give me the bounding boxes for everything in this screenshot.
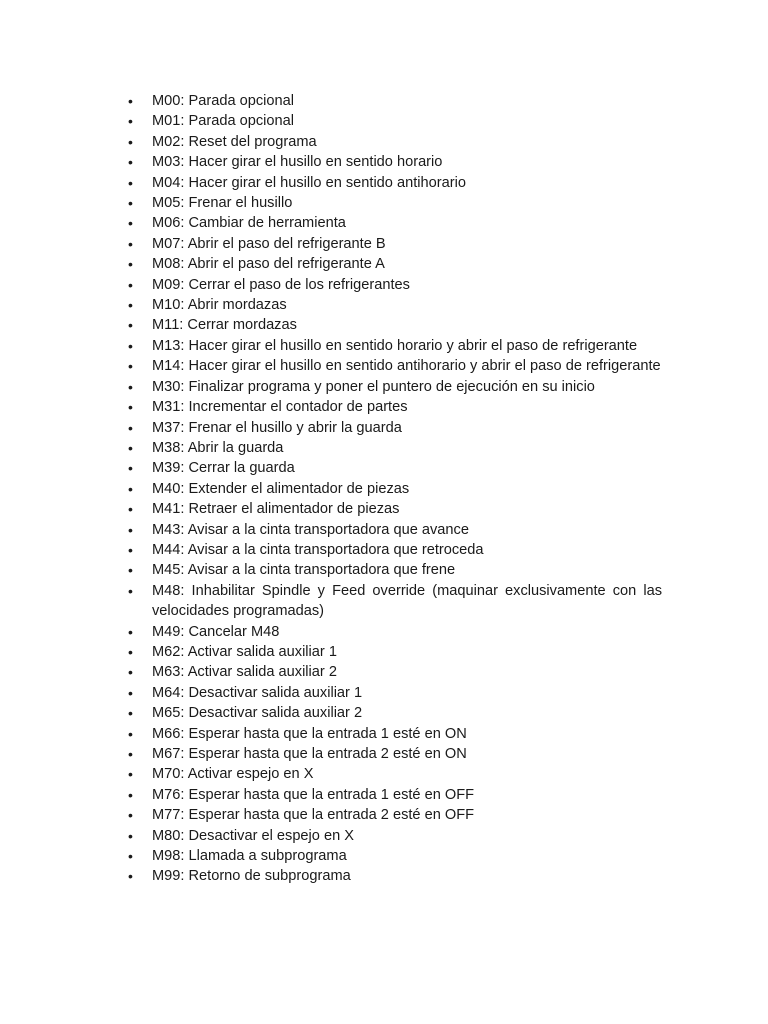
list-item-text: M66: Esperar hasta que la entrada 1 esté en ON bbox=[152, 725, 467, 742]
bullet-icon: • bbox=[128, 725, 133, 742]
list-item-text: M98: Llamada a subprograma bbox=[152, 848, 347, 865]
list-item bbox=[126, 397, 662, 417]
bullet-icon: • bbox=[128, 399, 133, 416]
bullet-icon: • bbox=[128, 337, 133, 354]
bullet-icon: • bbox=[128, 705, 133, 722]
list-item bbox=[126, 744, 662, 764]
list-item bbox=[126, 846, 662, 866]
bullet-icon: • bbox=[128, 848, 133, 865]
list-item-text: M06: Cambiar de herramienta bbox=[152, 215, 346, 232]
list-item-text: M39: Cerrar la guarda bbox=[152, 460, 295, 477]
bullet-icon: • bbox=[128, 256, 133, 273]
list-item-text: M30: Finalizar programa y poner el puntero de ejecución en su inicio bbox=[152, 378, 595, 395]
list-item-text: M62: Activar salida auxiliar 1 bbox=[152, 643, 337, 660]
list-item bbox=[126, 132, 662, 152]
list-item-text: M63: Activar salida auxiliar 2 bbox=[152, 664, 337, 681]
list-item-text: M80: Desactivar el espejo en X bbox=[152, 827, 354, 844]
bullet-icon: • bbox=[128, 684, 133, 701]
list-item-text: M40: Extender el alimentador de piezas bbox=[152, 480, 410, 497]
list-item bbox=[126, 683, 662, 703]
list-item bbox=[126, 479, 662, 499]
list-item-text: M64: Desactivar salida auxiliar 1 bbox=[152, 684, 363, 701]
list-item-text: M00: Parada opcional bbox=[152, 93, 294, 109]
list-item bbox=[126, 152, 662, 172]
list-item bbox=[126, 234, 662, 254]
list-item bbox=[126, 826, 662, 846]
list-item bbox=[126, 275, 662, 295]
list-item-text: M02: Reset del programa bbox=[152, 133, 317, 150]
list-item-text: M03: Hacer girar el husillo en sentido horario bbox=[152, 154, 443, 171]
list-item-text: M76: Esperar hasta que la entrada 1 esté en OFF bbox=[152, 786, 475, 803]
list-item-text: M45: Avisar a la cinta transportadora que frene bbox=[152, 562, 456, 579]
list-item-text: M13: Hacer girar el husillo en sentido horario y abrir el paso de refrigerante bbox=[152, 337, 638, 354]
bullet-icon: • bbox=[128, 562, 133, 579]
bullet-icon: • bbox=[128, 439, 133, 456]
list-item bbox=[126, 315, 662, 335]
list-item-text: M49: Cancelar M48 bbox=[152, 623, 280, 640]
list-item bbox=[126, 458, 662, 478]
m-code-list bbox=[126, 91, 662, 887]
bullet-icon: • bbox=[128, 276, 133, 293]
list-item-text: M07: Abrir el paso del refrigerante B bbox=[152, 235, 386, 252]
list-item bbox=[126, 254, 662, 274]
list-item bbox=[126, 785, 662, 805]
list-item-text: M10: Abrir mordazas bbox=[152, 297, 287, 314]
bullet-icon: • bbox=[128, 113, 133, 130]
bullet-icon: • bbox=[128, 582, 133, 599]
list-item-text: M11: Cerrar mordazas bbox=[152, 317, 297, 334]
bullet-icon: • bbox=[128, 460, 133, 477]
bullet-icon: • bbox=[128, 358, 133, 375]
list-item bbox=[126, 764, 662, 784]
list-item bbox=[126, 91, 662, 111]
list-item bbox=[126, 438, 662, 458]
bullet-icon: • bbox=[128, 501, 133, 518]
list-item-text: M43: Avisar a la cinta transportadora que avance bbox=[152, 521, 469, 538]
list-item-text: M48: Inhabilitar Spindle y Feed override (maquinar exclusivamente con las velocidades programadas) bbox=[152, 582, 662, 620]
bullet-icon: • bbox=[128, 868, 133, 885]
list-item bbox=[126, 662, 662, 682]
list-item bbox=[126, 336, 662, 356]
list-item bbox=[126, 499, 662, 519]
list-item-text: M31: Incrementar el contador de partes bbox=[152, 399, 408, 416]
list-item-text: M70: Activar espejo en X bbox=[152, 766, 314, 783]
list-item bbox=[126, 295, 662, 315]
list-item bbox=[126, 560, 662, 580]
list-item bbox=[126, 805, 662, 825]
list-item bbox=[126, 213, 662, 233]
bullet-icon: • bbox=[128, 93, 133, 109]
list-item-text: M38: Abrir la guarda bbox=[152, 439, 284, 456]
list-item bbox=[126, 193, 662, 213]
list-item-text: M08: Abrir el paso del refrigerante A bbox=[152, 256, 385, 273]
bullet-icon: • bbox=[128, 521, 133, 538]
list-item-text: M37: Frenar el husillo y abrir la guarda bbox=[152, 419, 402, 436]
list-item bbox=[126, 703, 662, 723]
bullet-icon: • bbox=[128, 195, 133, 212]
list-item-text: M41: Retraer el alimentador de piezas bbox=[152, 501, 400, 518]
list-item bbox=[126, 356, 662, 376]
list-item-text: M09: Cerrar el paso de los refrigerantes bbox=[152, 276, 410, 293]
list-item-text: M04: Hacer girar el husillo en sentido antihorario bbox=[152, 174, 466, 191]
bullet-icon: • bbox=[128, 643, 133, 660]
list-item-text: M77: Esperar hasta que la entrada 2 esté en OFF bbox=[152, 807, 475, 824]
bullet-icon: • bbox=[128, 378, 133, 395]
bullet-icon: • bbox=[128, 317, 133, 334]
list-item-text: M99: Retorno de subprograma bbox=[152, 868, 351, 885]
bullet-icon: • bbox=[128, 297, 133, 314]
list-item bbox=[126, 724, 662, 744]
list-item bbox=[126, 418, 662, 438]
list-item bbox=[126, 866, 662, 886]
list-item bbox=[126, 622, 662, 642]
list-item bbox=[126, 520, 662, 540]
list-item bbox=[126, 111, 662, 131]
bullet-icon: • bbox=[128, 746, 133, 762]
list-item-text: M14: Hacer girar el husillo en sentido antihorario y abrir el paso de refrigerante bbox=[152, 358, 661, 375]
bullet-icon: • bbox=[128, 215, 133, 232]
list-item-text: M65: Desactivar salida auxiliar 2 bbox=[152, 705, 363, 722]
bullet-icon: • bbox=[128, 766, 133, 783]
bullet-icon: • bbox=[128, 807, 133, 824]
list-item-text: M01: Parada opcional bbox=[152, 113, 294, 130]
list-item-text: M05: Frenar el husillo bbox=[152, 195, 293, 212]
bullet-icon: • bbox=[128, 419, 133, 436]
bullet-icon: • bbox=[128, 154, 133, 171]
bullet-icon: • bbox=[128, 623, 133, 640]
bullet-icon: • bbox=[128, 174, 133, 191]
list-item bbox=[126, 642, 662, 662]
bullet-icon: • bbox=[128, 133, 133, 150]
list-item bbox=[126, 173, 662, 193]
bullet-icon: • bbox=[128, 235, 133, 252]
bullet-icon: • bbox=[128, 786, 133, 803]
list-item bbox=[126, 377, 662, 397]
list-item-text: M44: Avisar a la cinta transportadora que retroceda bbox=[152, 541, 484, 558]
bullet-icon: • bbox=[128, 664, 133, 681]
bullet-icon: • bbox=[128, 827, 133, 844]
list-item-text: M67: Esperar hasta que la entrada 2 esté en ON bbox=[152, 746, 467, 762]
bullet-icon: • bbox=[128, 480, 133, 497]
bullet-icon: • bbox=[128, 541, 133, 558]
list-item bbox=[126, 581, 662, 622]
list-item bbox=[126, 540, 662, 560]
